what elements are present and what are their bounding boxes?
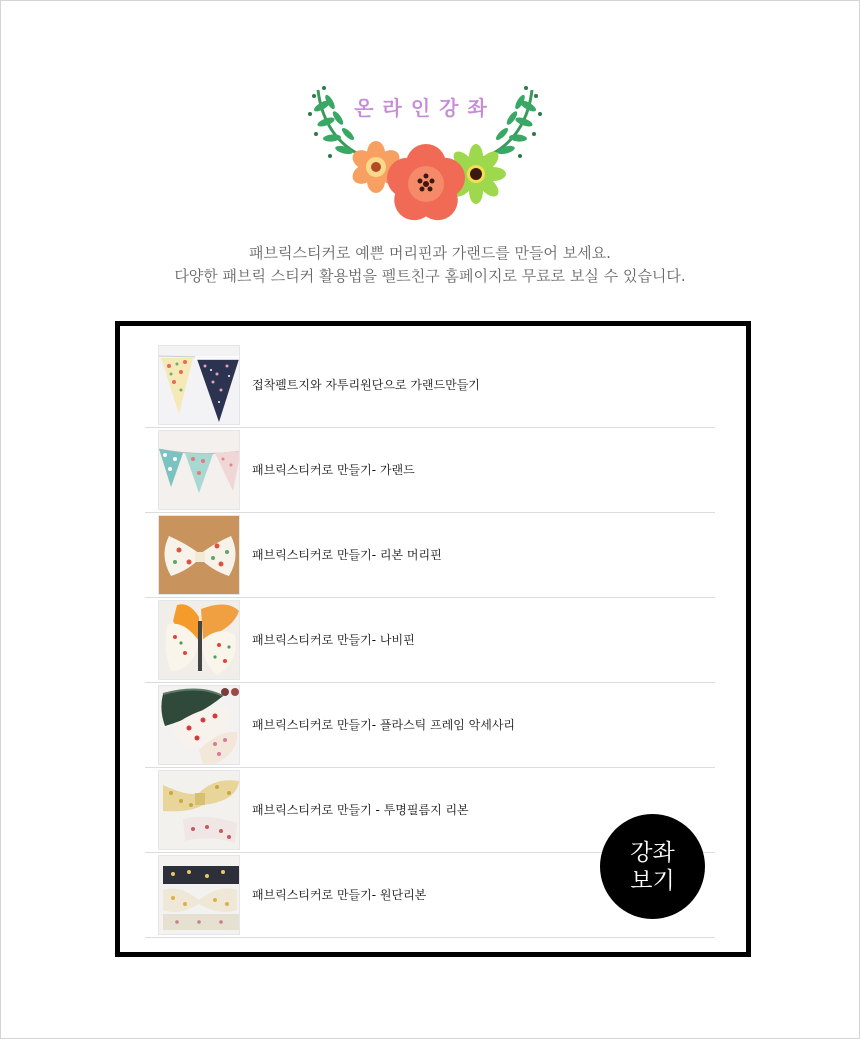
view-course-label-line1: 강좌 xyxy=(630,839,675,866)
film-ribbon-thumbnail-icon[interactable] xyxy=(158,770,240,850)
hair-clip-thumbnail-icon[interactable] xyxy=(158,685,240,765)
list-item[interactable] xyxy=(145,343,715,428)
list-item[interactable] xyxy=(145,683,715,768)
fabric-ribbon-thumbnail-icon[interactable] xyxy=(158,855,240,935)
course-title[interactable]: 패브릭스티커로 만들기 - 투명필름지 리본 xyxy=(252,803,469,817)
course-title[interactable]: 패브릭스티커로 만들기- 리본 머리핀 xyxy=(252,548,442,562)
intro-text xyxy=(0,242,860,288)
course-title[interactable]: 패브릭스티커로 만들기- 원단리본 xyxy=(252,888,427,902)
view-course-button[interactable] xyxy=(600,814,705,919)
view-course-label-line2: 보기 xyxy=(630,867,675,894)
course-title[interactable]: 패브릭스티커로 만들기- 가랜드 xyxy=(252,463,415,477)
logo-title: 온라인강좌 xyxy=(354,96,496,120)
course-title[interactable]: 접착펠트지와 자투리원단으로 가랜드만들기 xyxy=(252,378,480,392)
list-item[interactable] xyxy=(145,513,715,598)
ribbon-hairpin-thumbnail-icon[interactable] xyxy=(158,515,240,595)
list-item[interactable] xyxy=(145,598,715,683)
intro-line-1: 패브릭스티커로 예쁜 머리핀과 가랜드를 만들어 보세요. xyxy=(249,244,611,262)
list-item[interactable] xyxy=(145,428,715,513)
garland-thumbnail-icon[interactable] xyxy=(158,430,240,510)
intro-line-2: 다양한 패브릭 스티커 활용법을 펠트친구 홈페이지로 무료로 보실 수 있습니다. xyxy=(174,267,686,285)
butterfly-pin-thumbnail-icon[interactable] xyxy=(158,600,240,680)
course-title[interactable]: 패브릭스티커로 만들기- 플라스틱 프레임 악세사리 xyxy=(252,718,516,732)
logo xyxy=(300,84,550,224)
course-list-box xyxy=(115,321,751,957)
course-title[interactable]: 패브릭스티커로 만들기- 나비핀 xyxy=(252,633,415,647)
garland-thumbnail-icon[interactable] xyxy=(158,345,240,425)
